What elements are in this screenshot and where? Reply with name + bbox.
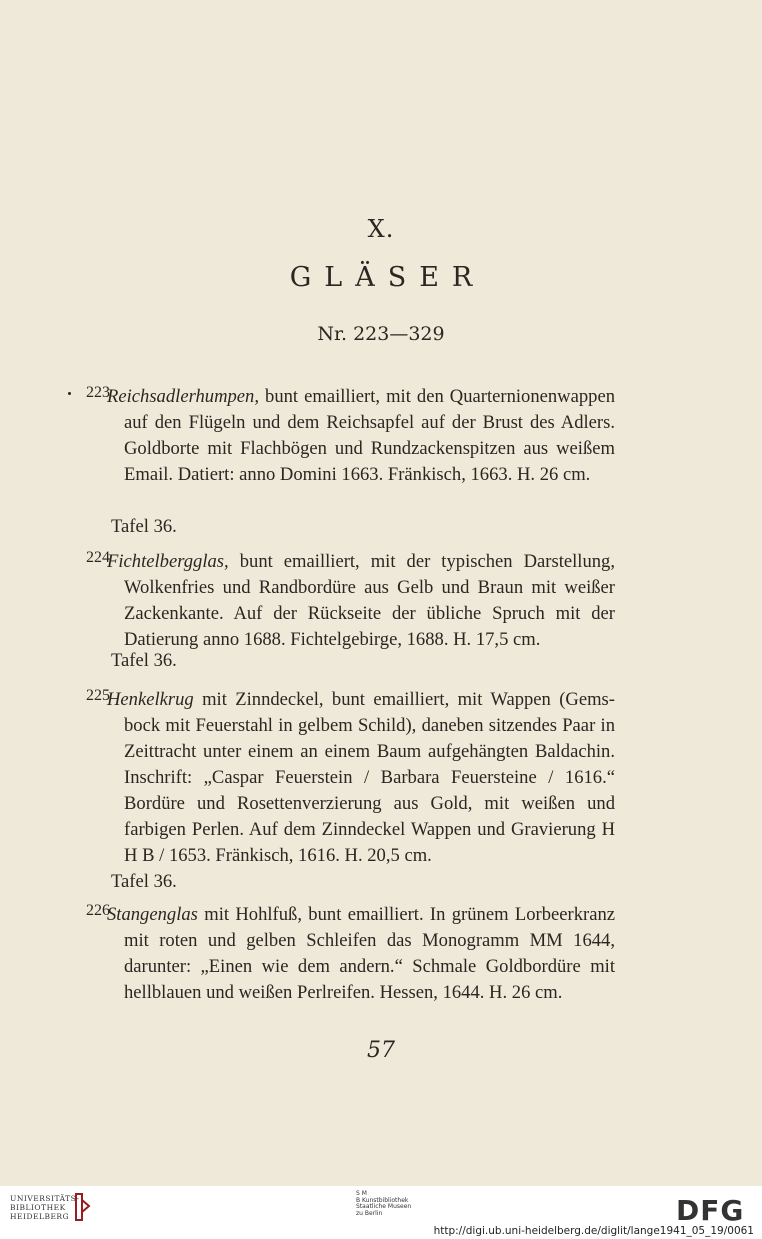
page-number: 57 (367, 1038, 395, 1063)
university-library-logo[interactable] (10, 1194, 80, 1221)
university-mark-icon (72, 1192, 92, 1222)
entry-description: mit Hohlfuß, bunt emailliert. In grünem Lorbeerkranz mit roten und gelben Schleifen das Monogramm MM 1644, darunter: „Einen wie dem andern.“ Schmale Goldbordüre mit hellblauen und weißen Perlreifen. Hessen, 1644. H. 26 cm. (124, 904, 615, 1003)
entry-title: Stangenglas (107, 904, 198, 925)
chapter-number: X. (367, 215, 395, 243)
entry-text (107, 687, 615, 869)
entry-title: Henkelkrug (107, 689, 194, 710)
logo-line: B Kunstbibliothek (356, 1196, 409, 1204)
entry-title: Fichtelbergglas, (107, 551, 229, 572)
entry-number: 225 (86, 687, 110, 704)
footer-bar (0, 1186, 762, 1239)
entry-text (107, 384, 615, 488)
entry-plate: Tafel 36. (111, 650, 177, 671)
logo-line: BIBLIOTHEK (10, 1203, 66, 1212)
chapter-title: GLÄSER (289, 262, 486, 293)
entry-number: 224 (86, 549, 110, 566)
dfg-logo[interactable]: DFG (676, 1194, 745, 1227)
entry-description: bunt emailliert, mit den Quarternionenwappen auf den Flügeln und dem Reichsapfel auf der Brust des Adlers. Goldborte mit Flachbögen und Rundzackenspitzen aus weißem Email. Datiert: anno Domini 1663. Fränkisch, 1663. H. 26 cm. (124, 386, 615, 485)
kunstbibliothek-logo[interactable] (356, 1191, 411, 1217)
logo-line: zu Berlin (356, 1209, 383, 1217)
logo-line: UNIVERSITÄTS- (10, 1194, 80, 1203)
logo-line: S M (356, 1190, 367, 1197)
entry-number: 223 (86, 384, 110, 401)
entry-plate: Tafel 36. (111, 516, 177, 537)
permalink-url[interactable]: http://digi.ub.uni-heidelberg.de/diglit/lange1941_05_19/0061 (433, 1225, 754, 1237)
entry-text (107, 549, 615, 653)
logo-line: Staatliche Museen (356, 1203, 412, 1210)
catalog-range: Nr. 223—329 (317, 323, 445, 345)
entry-plate: Tafel 36. (111, 871, 177, 892)
entry-number: 226 (86, 902, 110, 919)
margin-mark (68, 392, 71, 395)
entry-text (107, 902, 615, 1006)
entry-description: bunt emailliert, mit der typischen Darstellung, Wolkenfries und Randbordüre aus Gelb und Braun mit weißer Zackenkante. Auf der Rückseite der übliche Spruch mit der Datierung anno 1688. Fichtelgebirge, 1688. H. 17,5 cm. (124, 551, 615, 650)
entry-description: mit Zinndeckel, bunt emailliert, mit Wappen (Gemsbock mit Feuerstahl in gelbem Schild), daneben sitzendes Paar in Zeittracht unter einem an einem Baum aufgehängten Baldachin. Inschrift: „Caspar Feuerstein / Barbara Feuersteine / 1616.“ Bordüre und Rosettenverzierung aus Gold, mit weißen und farbigen Perlen. Auf dem Zinndeckel Wappen und Gravierung H H B / 1653. Fränkisch, 1616. H. 20,5 cm. (124, 689, 615, 866)
logo-line: HEIDELBERG (10, 1212, 70, 1221)
entry-title: Reichsadlerhumpen, (107, 386, 259, 407)
